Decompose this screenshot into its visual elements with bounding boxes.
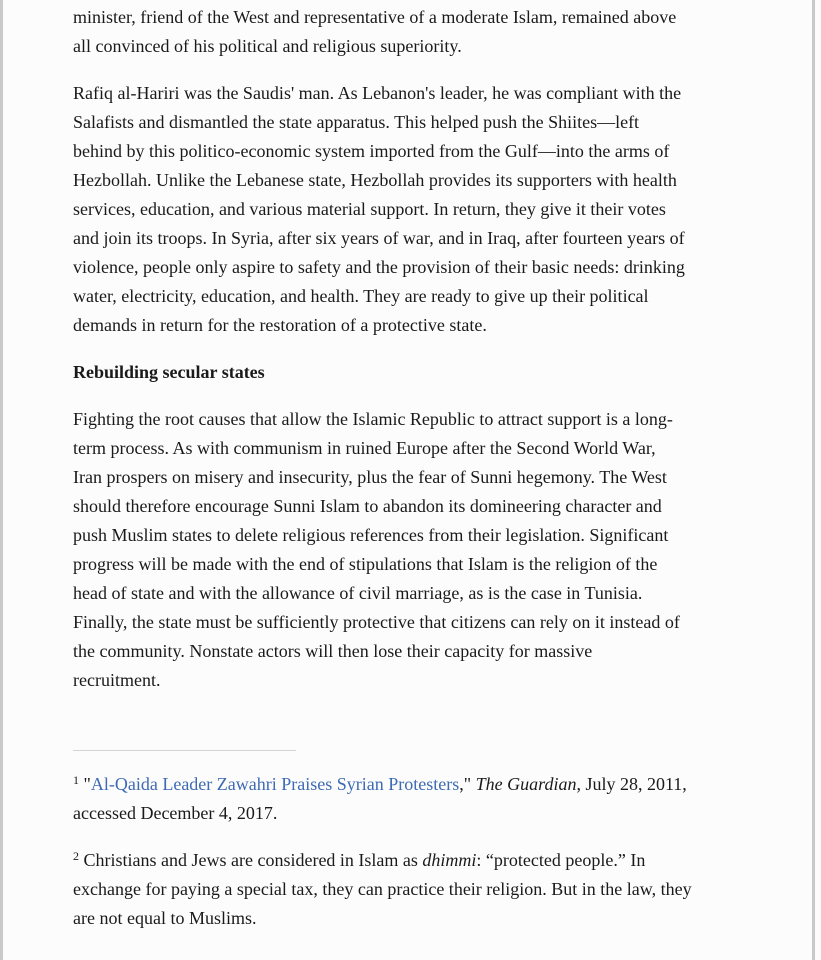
footnote-1-after-link: ," [459, 774, 476, 794]
paragraph-2-line: services, education, and various material support. In return, they give it their votes [73, 199, 666, 219]
footnote-2-text-start: Christians and Jews are considered in Islam as [79, 850, 423, 870]
footnote-1-date: , July 28, 2011, [576, 774, 687, 794]
paragraph-2-line: behind by this politico-economic system imported from the Gulf—into the arms of [73, 141, 670, 161]
paragraph-3-line: the community. Nonstate actors will then lose their capacity for massive [73, 641, 593, 661]
paragraph-1-line: all convinced of his political and religious superiority. [73, 36, 462, 56]
paragraph-2-line: Salafists and dismantled the state apparatus. This helped push the Shiites—left [73, 112, 640, 132]
paragraph-3-line: progress will be made with the end of stipulations that Islam is the religion of the [73, 554, 658, 574]
paragraph-2 [73, 79, 753, 340]
paragraph-2-line: violence, people only aspire to safety and the provision of their basic needs: drinking [73, 257, 685, 277]
paragraph-2-line: demands in return for the restoration of a protective state. [73, 315, 487, 335]
footnote-2-term: dhimmi [422, 850, 477, 870]
footnote-1-marker: 1 [73, 773, 79, 787]
paragraph-3-line: recruitment. [73, 670, 161, 690]
paragraph-3-line: should therefore encourage Sunni Islam to abandon its domineering character and [73, 496, 662, 516]
footnote-2-text-end: : “protected people.” In [476, 850, 646, 870]
paragraph-3-line: Finally, the state must be sufficiently protective that citizens can rely on it instead of [73, 612, 680, 632]
paragraph-3-line: Fighting the root causes that allow the Islamic Republic to attract support is a long- [73, 409, 673, 429]
footnote-1-source: The Guardian [475, 774, 577, 794]
paragraph-2-line: and join its troops. In Syria, after six years of war, and in Iraq, after fourteen years of [73, 228, 685, 248]
paragraph-3 [73, 405, 753, 695]
paragraph-3-line: term process. As with communism in ruined Europe after the Second World War, [73, 438, 656, 458]
footnote-2-line: are not equal to Muslims. [73, 908, 257, 928]
footnote-2-marker: 2 [73, 849, 79, 863]
paragraph-3-line: Iran prospers on misery and insecurity, plus the fear of Sunni hegemony. The West [73, 467, 667, 487]
footnote-divider [73, 750, 296, 751]
footnote-1-open-quote: " [83, 774, 91, 794]
paragraph-2-line: water, electricity, education, and health. They are ready to give up their political [73, 286, 649, 306]
footnote-1-accessed: accessed December 4, 2017. [73, 803, 278, 823]
paragraph-3-line: head of state and with the allowance of civil marriage, as is the case in Tunisia. [73, 583, 643, 603]
section-heading: Rebuilding secular states [73, 362, 265, 382]
footnote-2 [73, 846, 753, 933]
article-body [73, 3, 753, 933]
footnote-2-line: exchange for paying a special tax, they can practice their religion. But in the law, they [73, 879, 692, 899]
paragraph-2-line: Hezbollah. Unlike the Lebanese state, Hezbollah provides its supporters with health [73, 170, 677, 190]
footnote-1-link[interactable]: Al-Qaida Leader Zawahri Praises Syrian Protesters [90, 774, 460, 794]
footnote-1 [73, 770, 753, 828]
paragraph-1 [73, 3, 753, 61]
paragraph-3-line: push Muslim states to delete religious references from their legislation. Significant [73, 525, 669, 545]
paragraph-1-line: minister, friend of the West and representative of a moderate Islam, remained above [73, 7, 677, 27]
paragraph-2-line: Rafiq al-Hariri was the Saudis' man. As Lebanon's leader, he was compliant with the [73, 83, 682, 103]
